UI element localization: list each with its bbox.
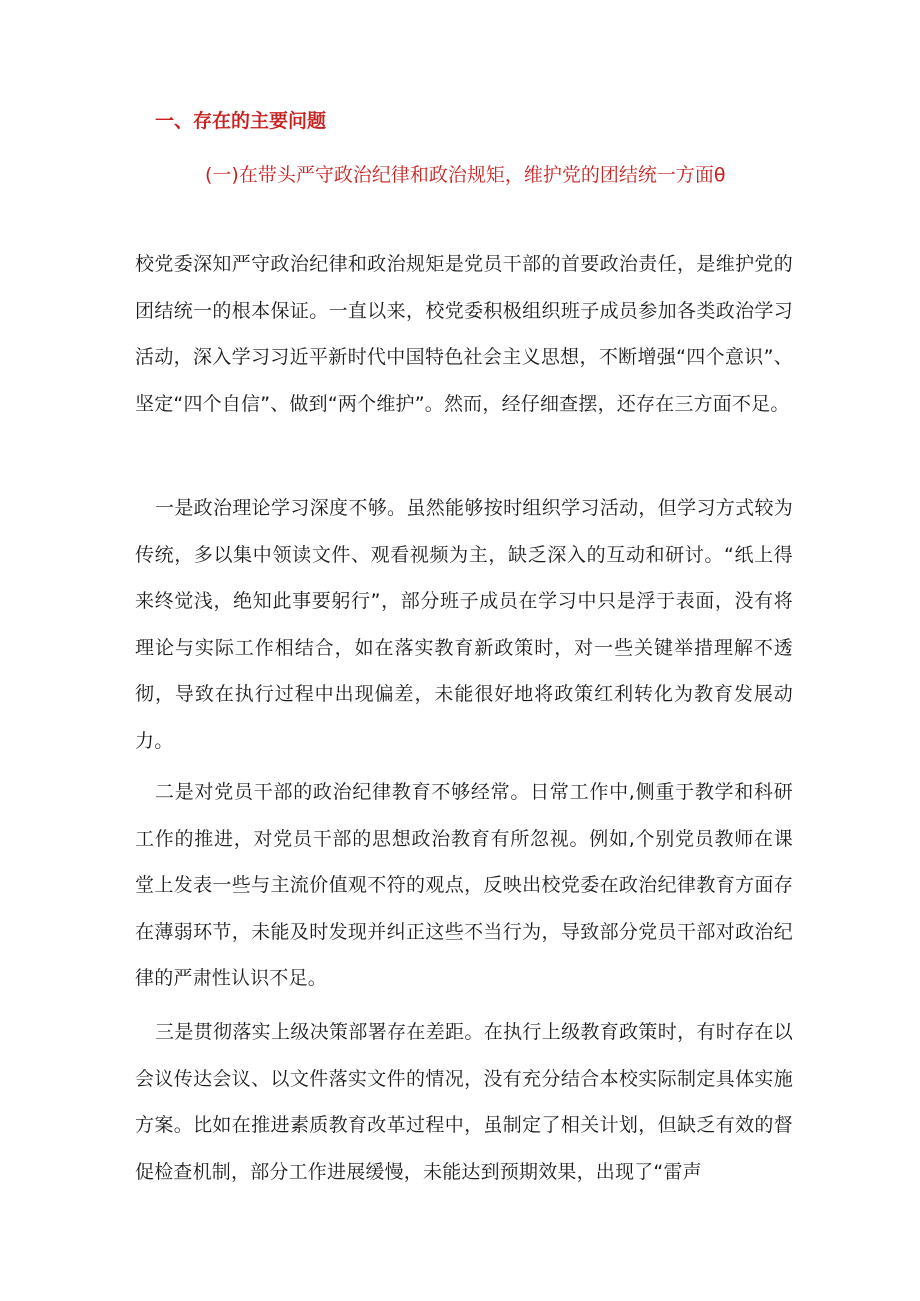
paragraph-point-3: 三是贯彻落实上级决策部署存在差距。在执行上级教育政策时，有时存在以会议传达会议、以文件落实文件的情况，没有充分结合本校实际制定具体实施方案。比如在推进素质教育改革过程中，虽制定了相关计划，但缺乏有效的督促检查机制，部分工作进展缓慢，未能达到预期效果，出现了“雷声	[135, 1021, 793, 1183]
paragraph-point-2: 二是对党员干部的政治纪律教育不够经常。日常工作中,侧重于教学和科研工作的推进，对党员干部的思想政治教育有所忽视。例如,个别党员教师在课堂上发表一些与主流价值观不符的观点，反映出校党委在政治纪律教育方面存在薄弱环节，未能及时发现并纠正这些不当行为，导致部分党员干部对政治纪律的严肃性认识不足。	[135, 781, 793, 989]
section-heading: 一、存在的主要问题	[155, 110, 327, 132]
subsection-heading: (一)在带头严守政治纪律和政治规矩，维护党的团结统一方面θ	[205, 164, 726, 186]
paragraph-intro: 校党委深知严守政治纪律和政治规矩是党员干部的首要政治责任，是维护党的团结统一的根本保证。一直以来，校党委积极组织班子成员参加各类政治学习活动，深入学习习近平新时代中国特色社会主义思想，不断增强“四个意识”、坚定“四个自信”、做到“两个维护”。然而，经仔细查摆，还存在三方面不足。	[135, 253, 793, 415]
paragraph-point-1: 一是政治理论学习深度不够。虽然能够按时组织学习活动，但学习方式较为传统，多以集中领读文件、观看视频为主，缺乏深入的互动和研讨。“纸上得来终觉浅，绝知此事要躬行”，部分班子成员在学习中只是浮于表面，没有将理论与实际工作相结合，如在落实教育新政策时，对一些关键举措理解不透彻，导致在执行过程中出现偏差，未能很好地将政策红利转化为教育发展动力。	[135, 497, 793, 752]
